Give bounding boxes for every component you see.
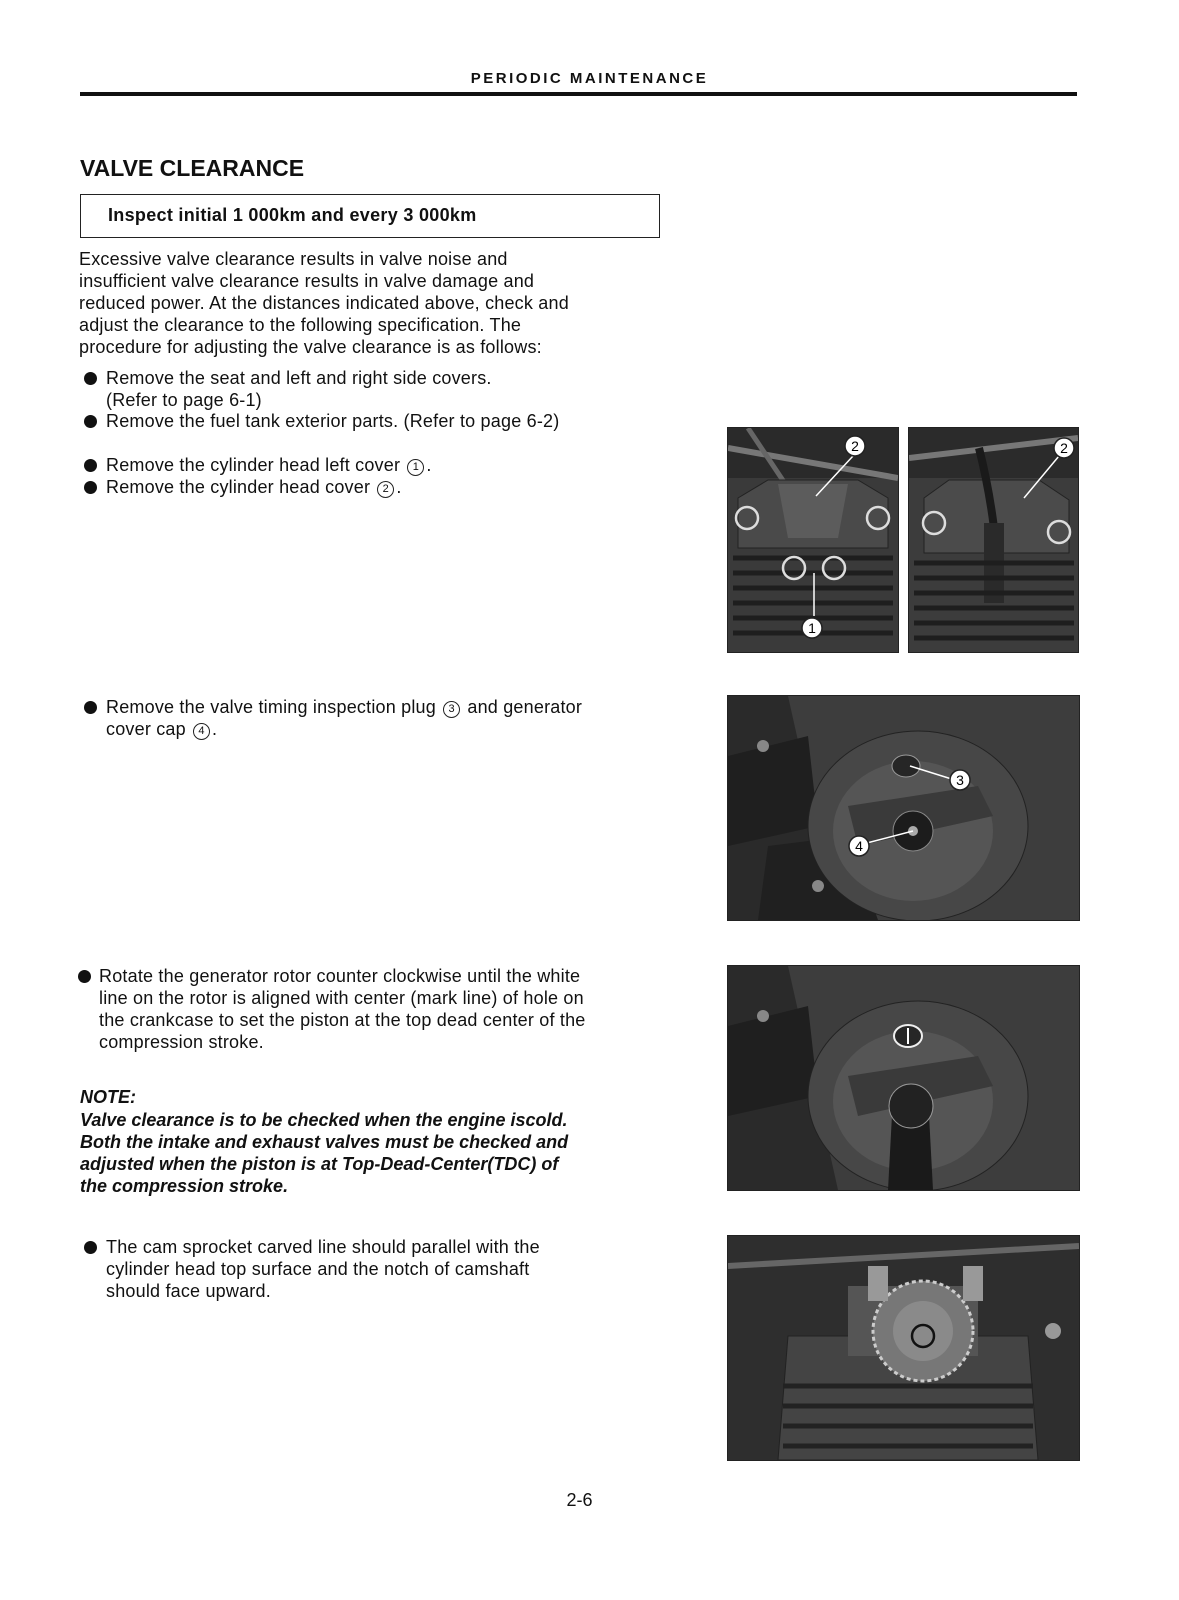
callout-number: 3 [443,701,460,718]
step-text: Remove the cylinder head cover [106,477,371,497]
intro-line: reduced power. At the distances indicated above, check and [79,293,569,313]
photo-cylinder-head-left [727,427,899,653]
bullet-icon [84,459,97,472]
step-text: Rotate the generator rotor counter clockwise until the white [99,966,581,986]
note-line: Valve clearance is to be checked when the engine iscold. [80,1110,568,1130]
callout-2: 2 [851,438,859,454]
bullet-icon [78,970,91,983]
step-text: (Refer to page 6-1) [106,390,262,410]
step-text: compression stroke. [99,1032,264,1052]
photo-cam-sprocket [727,1235,1080,1461]
callout-number: 2 [377,481,394,498]
header-rule [80,92,1077,96]
bullet-icon [84,701,97,714]
step-remove-fuel-tank [84,410,559,432]
callout-number: 1 [407,459,424,476]
intro-line: insufficient valve clearance results in valve damage and [79,271,535,291]
step-text: should face upward. [106,1281,271,1301]
step-text: cover cap [106,719,186,739]
step-text: Remove the cylinder head left cover [106,455,401,475]
step-remove-left-cover: Remove the cylinder head left cover 1 . [84,454,432,476]
intro-line: Excessive valve clearance results in valve noise and [79,249,508,269]
step-remove-head-cover: Remove the cylinder head cover 2 . [84,476,402,498]
step-text: Remove the fuel tank exterior parts. (Refer to page 6-2) [106,411,560,431]
step-rotate-generator-rotor [78,965,586,1053]
bullet-icon [84,415,97,428]
step-text: The cam sprocket carved line should parallel with the [106,1237,540,1257]
callout-number: 4 [193,723,210,740]
step-text: and generator [467,697,583,717]
callout-3: 3 [956,772,964,788]
intro-line: procedure for adjusting the valve clearance is as follows: [79,337,542,357]
step-text: line on the rotor is aligned with center (mark line) of hole on [99,988,584,1008]
callout-2: 2 [1060,440,1068,456]
step-text: Remove the valve timing inspection plug [106,697,436,717]
note-label: NOTE: [80,1087,137,1107]
note-line: the compression stroke. [80,1176,289,1196]
running-header: PERIODIC MAINTENANCE [470,70,709,87]
step-text: cylinder head top surface and the notch of camshaft [106,1259,530,1279]
bullet-icon [84,372,97,385]
intro-paragraph [79,248,654,358]
section-title: VALVE CLEARANCE [80,155,305,181]
step-text: Remove the seat and left and right side covers. [106,368,492,388]
note-body [80,1109,660,1197]
photo-cylinder-head-right [908,427,1079,653]
callout-1: 1 [808,620,816,636]
inspection-interval-text: Inspect initial 1 000km and every 3 000km [108,205,477,225]
step-remove-seat [84,367,492,411]
photo-generator-cover [727,695,1080,921]
callout-4: 4 [855,838,863,854]
note-line: Both the intake and exhaust valves must be checked and [80,1132,569,1152]
photo-rotor-alignment [727,965,1080,1191]
step-text: the crankcase to set the piston at the top dead center of the [99,1010,586,1030]
bullet-icon [84,1241,97,1254]
page-number: 2-6 [566,1490,593,1510]
inspection-interval-box [80,194,660,238]
bullet-icon [84,481,97,494]
note-line: adjusted when the piston is at Top-Dead-Center(TDC) of [80,1154,559,1174]
intro-line: adjust the clearance to the following specification. The [79,315,522,335]
step-remove-inspection-plug: Remove the valve timing inspection plug 3 and generator cover cap 4 . [84,696,582,740]
step-cam-sprocket-check [84,1236,540,1302]
